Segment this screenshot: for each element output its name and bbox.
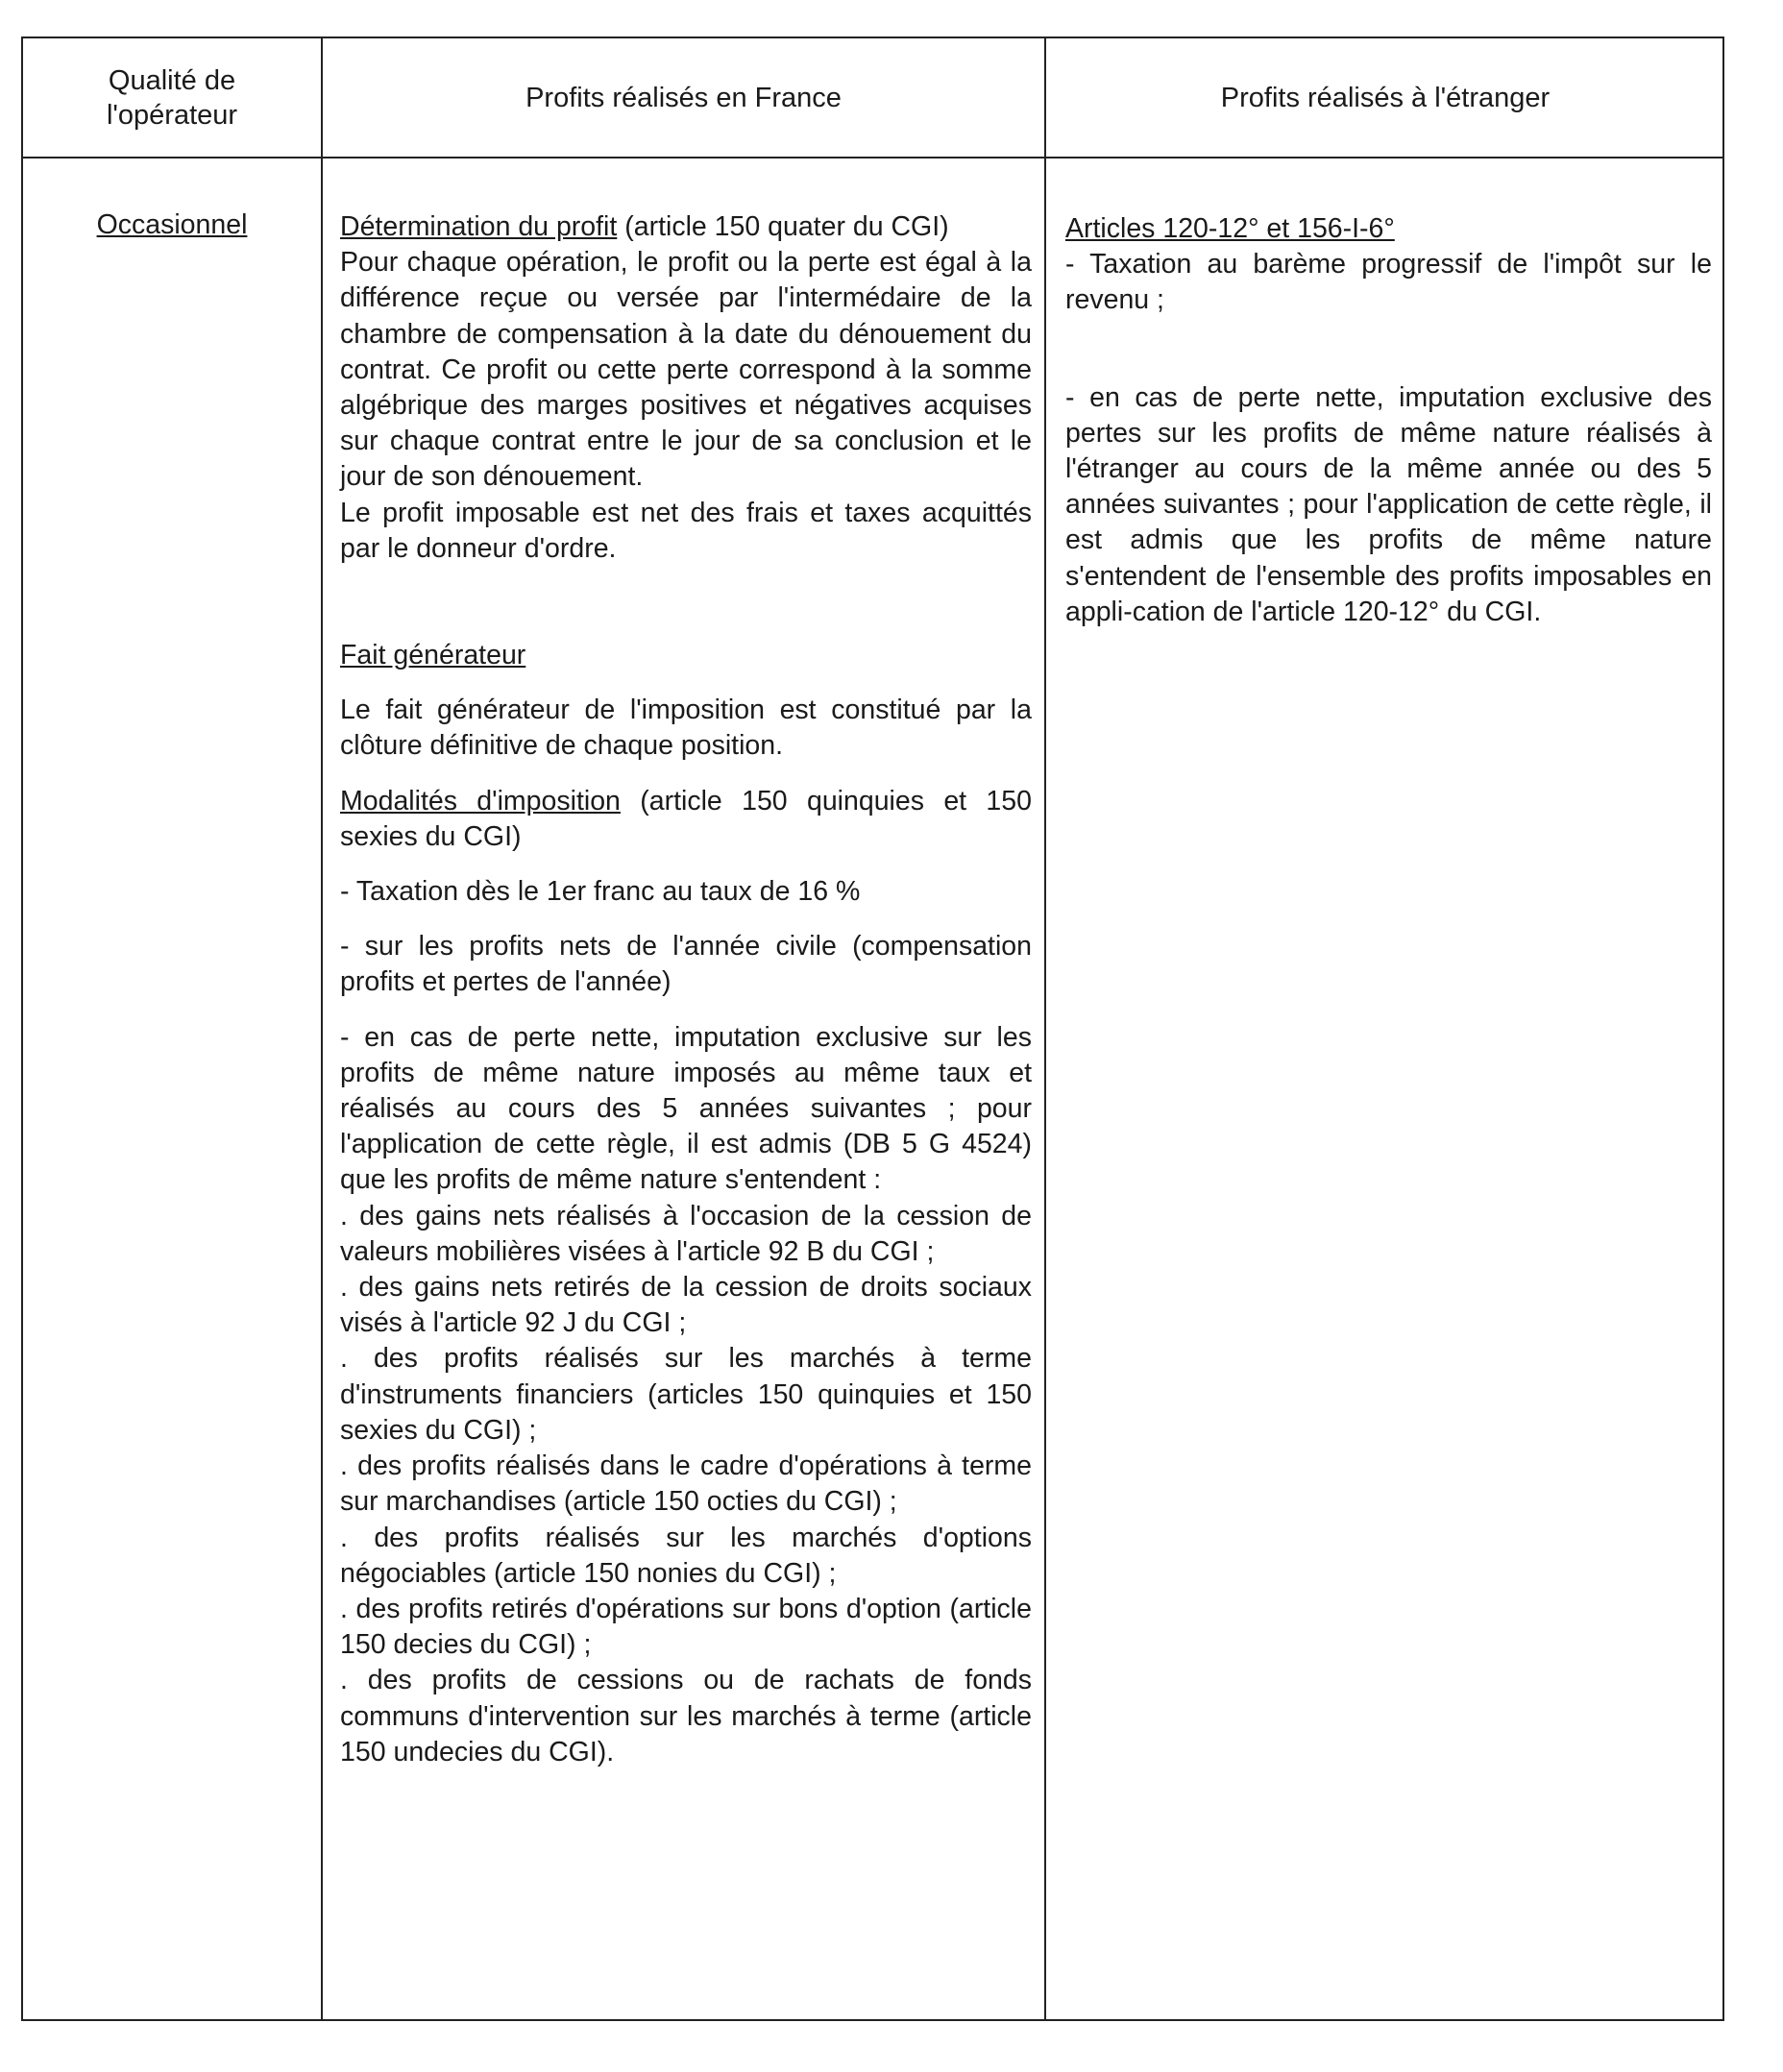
column-divider bbox=[1044, 38, 1046, 2019]
articles-title: Articles 120-12° et 156-I-6° bbox=[1065, 213, 1395, 244]
sur-profits-line: - sur les profits nets de l'année civile (compensation profits et pertes de l'année) bbox=[340, 931, 1032, 998]
fait-heading bbox=[340, 638, 1032, 673]
determination-heading bbox=[340, 209, 1032, 245]
list-item: . des gains nets retirés de la cession de droits sociaux visés à l'article 92 J du CGI ; bbox=[340, 1272, 1032, 1339]
cell-quality bbox=[23, 207, 321, 243]
determination-text: Pour chaque opération, le profit ou la perte est égal à la différence reçue ou versée par l'intermédaire de la chambre de compensation à la date du dénouement du contrat. Ce profit ou cette perte correspond à la somme algébrique des marges positives et négatives acquises sur chaque contrat entre le jour de sa conclusion et le jour de son dénouement. bbox=[340, 247, 1032, 493]
modalites-heading bbox=[340, 784, 1032, 855]
abroad-taxation: - Taxation au barème progressif de l'impôt sur le revenu ; bbox=[1065, 249, 1712, 316]
cell-france bbox=[340, 209, 1032, 1770]
articles-heading bbox=[1065, 211, 1712, 247]
list-item: . des profits retirés d'opérations sur bons d'option (article 150 decies du CGI) ; bbox=[340, 1593, 1032, 1661]
abroad-perte: - en cas de perte nette, imputation exclusive des pertes sur les profits de même nature réalisés à l'étranger au cours de la même année ou des 5 années suivantes ; pour l'application de cette règle, il est admis que les profits de même nature s'entendent de l'ensemble des profits imposables en appli-cation de l'article 120-12° du CGI. bbox=[1065, 381, 1712, 627]
fait-title: Fait générateur bbox=[340, 640, 526, 671]
header-quality bbox=[23, 38, 321, 157]
list-item: . des profits de cessions ou de rachats de fonds communs d'intervention sur les marchés à terme (article 150 undecies du CGI). bbox=[340, 1665, 1032, 1767]
list-item: . des profits réalisés sur les marchés à terme d'instruments financiers (articles 150 quinquies et 150 sexies du CGI) ; bbox=[340, 1343, 1032, 1446]
modalites-title: Modalités d'imposition bbox=[340, 785, 621, 817]
list-item: . des gains nets réalisés à l'occasion de la cession de valeurs mobilières visées à l'article 92 B du CGI ; bbox=[340, 1200, 1032, 1267]
quality-value: Occasionnel bbox=[96, 209, 248, 240]
modalites-ref: (article 150 quinquies et 150 sexies du CGI) bbox=[340, 785, 1032, 852]
header-france-label: Profits réalisés en France bbox=[525, 82, 842, 113]
net-text: Le profit imposable est net des frais et taxes acquittés par le donneur d'ordre. bbox=[340, 497, 1032, 564]
column-divider bbox=[321, 38, 323, 2019]
perte-intro: - en cas de perte nette, imputation exclusive sur les profits de même nature imposés au même taux et réalisés au cours des 5 années suivantes ; pour l'application de cette règle, il est admis (DB 5 G 4524) que les profits de même nature s'entendent : bbox=[340, 1021, 1032, 1196]
taxation-line: - Taxation dès le 1er franc au taux de 16 % bbox=[340, 876, 861, 908]
header-quality-label: Qualité de l'opérateur bbox=[106, 64, 238, 131]
list-item: . des profits réalisés dans le cadre d'opérations à terme sur marchandises (article 150 octies du CGI) ; bbox=[340, 1450, 1032, 1518]
header-abroad bbox=[1046, 38, 1724, 157]
cell-abroad bbox=[1065, 211, 1712, 630]
determination-title: Détermination du profit bbox=[340, 211, 618, 242]
header-france bbox=[323, 38, 1044, 157]
header-abroad-label: Profits réalisés à l'étranger bbox=[1220, 82, 1551, 113]
list-item: . des profits réalisés sur les marchés d'options négociables (article 150 nonies du CGI) ; bbox=[340, 1522, 1032, 1589]
fait-text: Le fait générateur de l'imposition est constitué par la clôture définitive de chaque position. bbox=[340, 695, 1032, 762]
tax-table bbox=[21, 37, 1724, 2021]
determination-ref: (article 150 quater du CGI) bbox=[617, 211, 949, 242]
header-divider bbox=[23, 157, 1722, 158]
